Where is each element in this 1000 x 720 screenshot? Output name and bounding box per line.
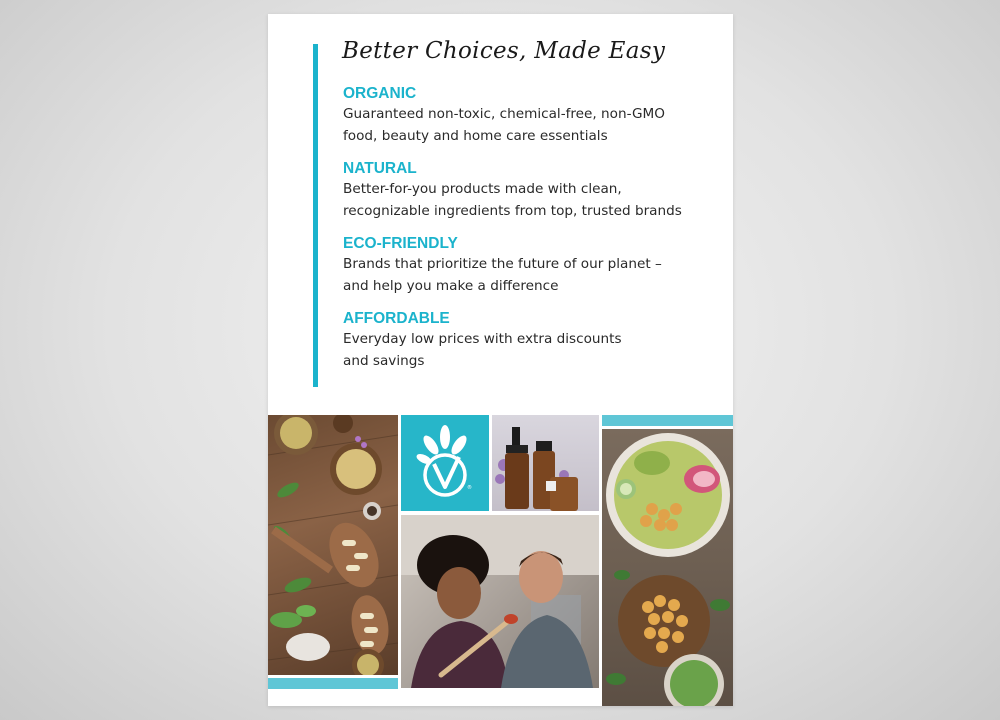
brand-logo-icon bbox=[401, 415, 489, 511]
feature-eco-friendly bbox=[343, 234, 713, 297]
feature-line: Better-for-you products made with clean, bbox=[343, 181, 622, 197]
feature-heading: ECO-FRIENDLY bbox=[343, 235, 458, 252]
feature-list bbox=[343, 84, 713, 384]
feature-line: and savings bbox=[343, 353, 425, 369]
herbs-and-supplements-photo bbox=[268, 415, 398, 675]
svg-text:®: ® bbox=[467, 485, 472, 491]
couple-cooking-photo bbox=[401, 515, 599, 688]
teal-strip bbox=[602, 415, 733, 426]
feature-natural bbox=[343, 159, 713, 222]
feature-line: Brands that prioritize the future of our planet – bbox=[343, 256, 662, 272]
feature-affordable bbox=[343, 309, 713, 372]
teal-strip bbox=[268, 678, 398, 689]
feature-description bbox=[343, 253, 713, 297]
feature-description bbox=[343, 178, 713, 222]
feature-heading: NATURAL bbox=[343, 160, 417, 177]
feature-line: food, beauty and home care essentials bbox=[343, 128, 608, 144]
photo-collage bbox=[268, 415, 733, 706]
feature-description bbox=[343, 328, 713, 372]
feature-line: and help you make a difference bbox=[343, 278, 559, 294]
feature-heading: ORGANIC bbox=[343, 85, 417, 102]
essential-oil-bottles-photo bbox=[492, 415, 599, 511]
info-card bbox=[268, 14, 733, 706]
feature-description bbox=[343, 103, 713, 147]
salad-bowls-photo bbox=[602, 429, 733, 706]
feature-line: recognizable ingredients from top, trusted brands bbox=[343, 203, 682, 219]
feature-line: Guaranteed non-toxic, chemical-free, non-GMO bbox=[343, 106, 665, 122]
page-title: Better Choices, Made Easy bbox=[342, 38, 666, 64]
accent-bar bbox=[313, 44, 318, 387]
feature-line: Everyday low prices with extra discounts bbox=[343, 331, 622, 347]
feature-heading: AFFORDABLE bbox=[343, 310, 450, 327]
feature-organic bbox=[343, 84, 713, 147]
